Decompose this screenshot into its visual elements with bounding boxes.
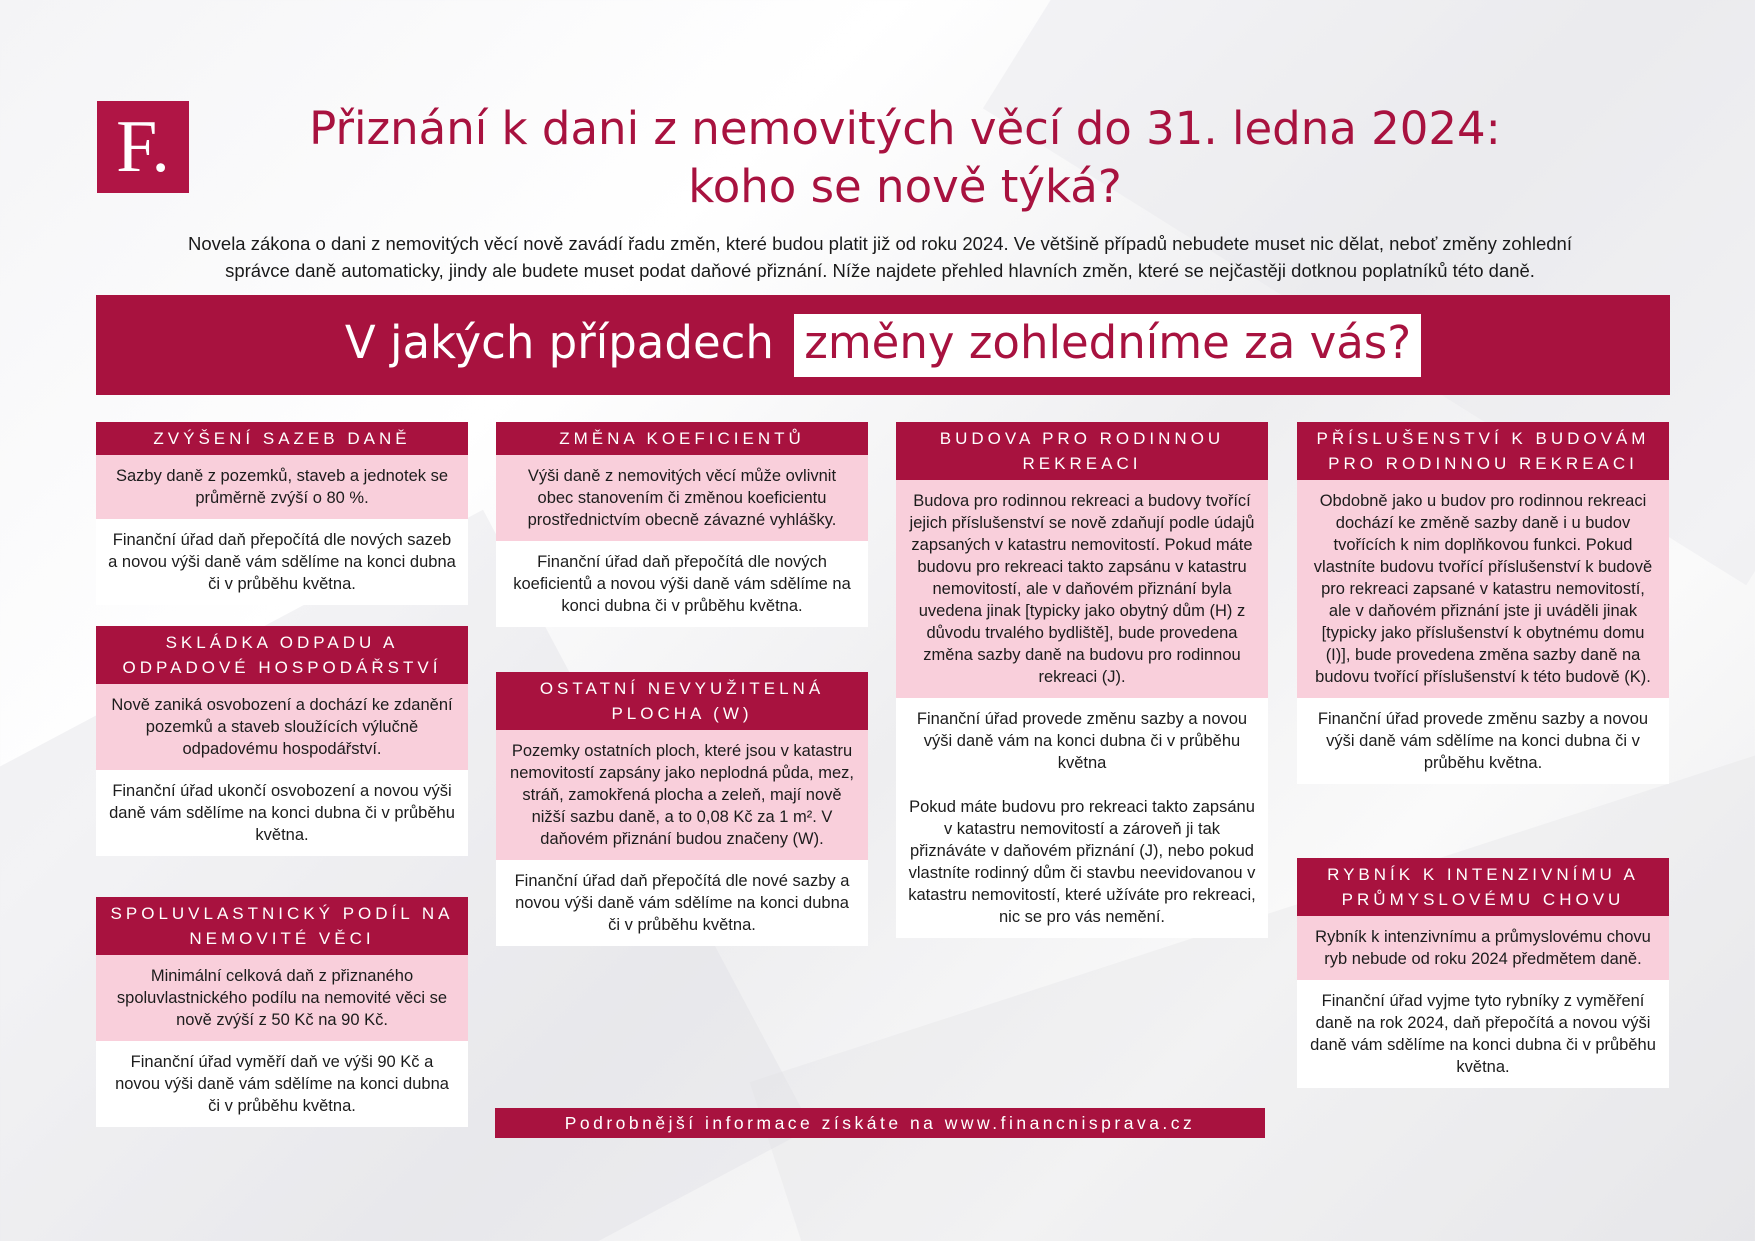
card-zmena-koeficientu — [496, 422, 868, 627]
banner-highlight: změny zohledníme za vás? — [794, 314, 1421, 377]
card-action-text — [896, 698, 1268, 938]
card-action-text-1: Finanční úřad provede změnu sazby a novou výši daně vám na konci dubna či v průběhu května — [916, 710, 1248, 772]
card-action-text: Finanční úřad daň přepočítá dle nové sazby a novou výši daně vám sdělíme na konci dubna či v průběhu května. — [496, 860, 868, 946]
card-title: BUDOVA PRO RODINNOU REKREACI — [896, 422, 1268, 480]
financni-sprava-logo: F. — [97, 101, 189, 193]
section-banner — [96, 295, 1670, 395]
card-change-text: Rybník k intenzivnímu a průmyslovému chovu ryb nebude od roku 2024 předmětem daně. — [1297, 916, 1669, 980]
card-action-text: Finanční úřad daň přepočítá dle nových sazeb a novou výši daně vám sdělíme na konci dubna či v průběhu května. — [96, 519, 468, 605]
card-change-text: Sazby daně z pozemků, staveb a jednotek se průměrně zvýší o 80 %. — [96, 455, 468, 519]
card-title: RYBNÍK K INTENZIVNÍMU A PRŮMYSLOVÉMU CHOVU — [1297, 858, 1669, 916]
card-spoluvlastnicky-podil — [96, 897, 468, 1127]
card-action-text: Finanční úřad vyměří daň ve výši 90 Kč a novou výši daně vám sdělíme na konci dubna či v průběhu května. — [96, 1041, 468, 1127]
card-title: OSTATNÍ NEVYUŽITELNÁ PLOCHA (W) — [496, 672, 868, 730]
intro-line2: správce daně automaticky, jindy ale budete muset podat daňové přiznání. Níže najdete přehled hlavních změn, které se nejčastěji dotknou poplatníků této daně. — [225, 260, 1535, 281]
page-title-line2: koho se nově týká? — [688, 160, 1122, 213]
page-title — [240, 100, 1570, 216]
card-rybnik — [1297, 858, 1669, 1088]
card-budova-rekreace — [896, 422, 1268, 938]
card-action-text-2: Pokud máte budovu pro rekreaci takto zapsánu v katastru nemovitostí a zároveň ji tak přiznáváte v daňovém přiznání (J), nebo pokud vlastníte rodinný dům či stavbu neevidovanou v katastru nemovitostí, které užíváte pro rekreaci, nic se pro vás nemění. — [908, 798, 1256, 926]
card-action-text: Finanční úřad provede změnu sazby a novou výši daně vám sdělíme na konci dubna či v průběhu května. — [1297, 698, 1669, 784]
card-ostatni-plocha — [496, 672, 868, 946]
card-change-text: Budova pro rodinnou rekreaci a budovy tvořící jejich příslušenství se nově zdaňují podle údajů zapsaných v katastru nemovitostí. Pokud máte budovu pro rekreaci takto zapsánu v katastru nemovitostí, ale v daňovém přiznání byla uvedena jinak [typicky jako obytný dům (H) z důvodu trvalého bydliště], bude provedena změna sazby daně na budovu pro rodinnou rekreaci (J). — [896, 480, 1268, 698]
card-action-text: Finanční úřad daň přepočítá dle nových koeficientů a novou výši daně vám sdělíme na konci dubna či v průběhu května. — [496, 541, 868, 627]
footer-info-link[interactable]: Podrobnější informace získáte na www.financnisprava.cz — [495, 1108, 1265, 1138]
intro-line1: Novela zákona o dani z nemovitých věcí nově zavádí řadu změn, které budou platit již od roku 2024. Ve většině případů nebudete muset nic dělat, neboť změny zohlední — [188, 233, 1572, 254]
card-action-text: Finanční úřad vyjme tyto rybníky z vyměření daně na rok 2024, daň přepočítá a novou výši daně vám sdělíme na konci dubna či v průběhu května. — [1297, 980, 1669, 1088]
page-title-line1: Přiznání k dani z nemovitých věcí do 31. ledna 2024: — [309, 102, 1501, 155]
card-prislusenstvi — [1297, 422, 1669, 784]
banner-text — [345, 314, 1421, 377]
card-title: ZMĚNA KOEFICIENTŮ — [496, 422, 868, 455]
card-zvyseni-sazeb — [96, 422, 468, 605]
banner-part1: V jakých případech — [344, 315, 774, 369]
card-title: ZVÝŠENÍ SAZEB DANĚ — [96, 422, 468, 455]
card-title: SPOLUVLASTNICKÝ PODÍL NA NEMOVITÉ VĚCI — [96, 897, 468, 955]
card-action-text: Finanční úřad ukončí osvobození a novou výši daně vám sdělíme na konci dubna či v průběhu května. — [96, 770, 468, 856]
card-title: SKLÁDKA ODPADU A ODPADOVÉ HOSPODÁŘSTVÍ — [96, 626, 468, 684]
card-skladka-odpadu — [96, 626, 468, 856]
card-change-text: Obdobně jako u budov pro rodinnou rekreaci dochází ke změně sazby daně i u budov tvořících k nim doplňkovou funkci. Pokud vlastníte budovu tvořící příslušenství k budově pro rekreaci zapsané v katastru nemovitostí, ale v daňovém přiznání jste ji uváděli jinak [typicky jako příslušenství k obytnému domu (I)], bude provedena změna sazby daně na budovu tvořící příslušenství k této budově (K). — [1297, 480, 1669, 698]
card-change-text: Minimální celková daň z přiznaného spoluvlastnického podílu na nemovité věci se nově zvýší z 50 Kč na 90 Kč. — [96, 955, 468, 1041]
card-change-text: Nově zaniká osvobození a dochází ke zdanění pozemků a staveb sloužících výlučně odpadovému hospodářství. — [96, 684, 468, 770]
card-change-text: Výši daně z nemovitých věcí může ovlivnit obec stanovením či změnou koeficientu prostřednictvím obecně závazné vyhlášky. — [496, 455, 868, 541]
card-title: PŘÍSLUŠENSTVÍ K BUDOVÁM PRO RODINNOU REKREACI — [1297, 422, 1669, 480]
intro-text — [90, 230, 1670, 284]
card-change-text: Pozemky ostatních ploch, které jsou v katastru nemovitostí zapsány jako neplodná půda, mez, stráň, zamokřená plocha a zeleň, mají nově nižší sazbu daně, a to 0,08 Kč za 1 m². V daňovém přiznání budou značeny (W). — [496, 730, 868, 860]
